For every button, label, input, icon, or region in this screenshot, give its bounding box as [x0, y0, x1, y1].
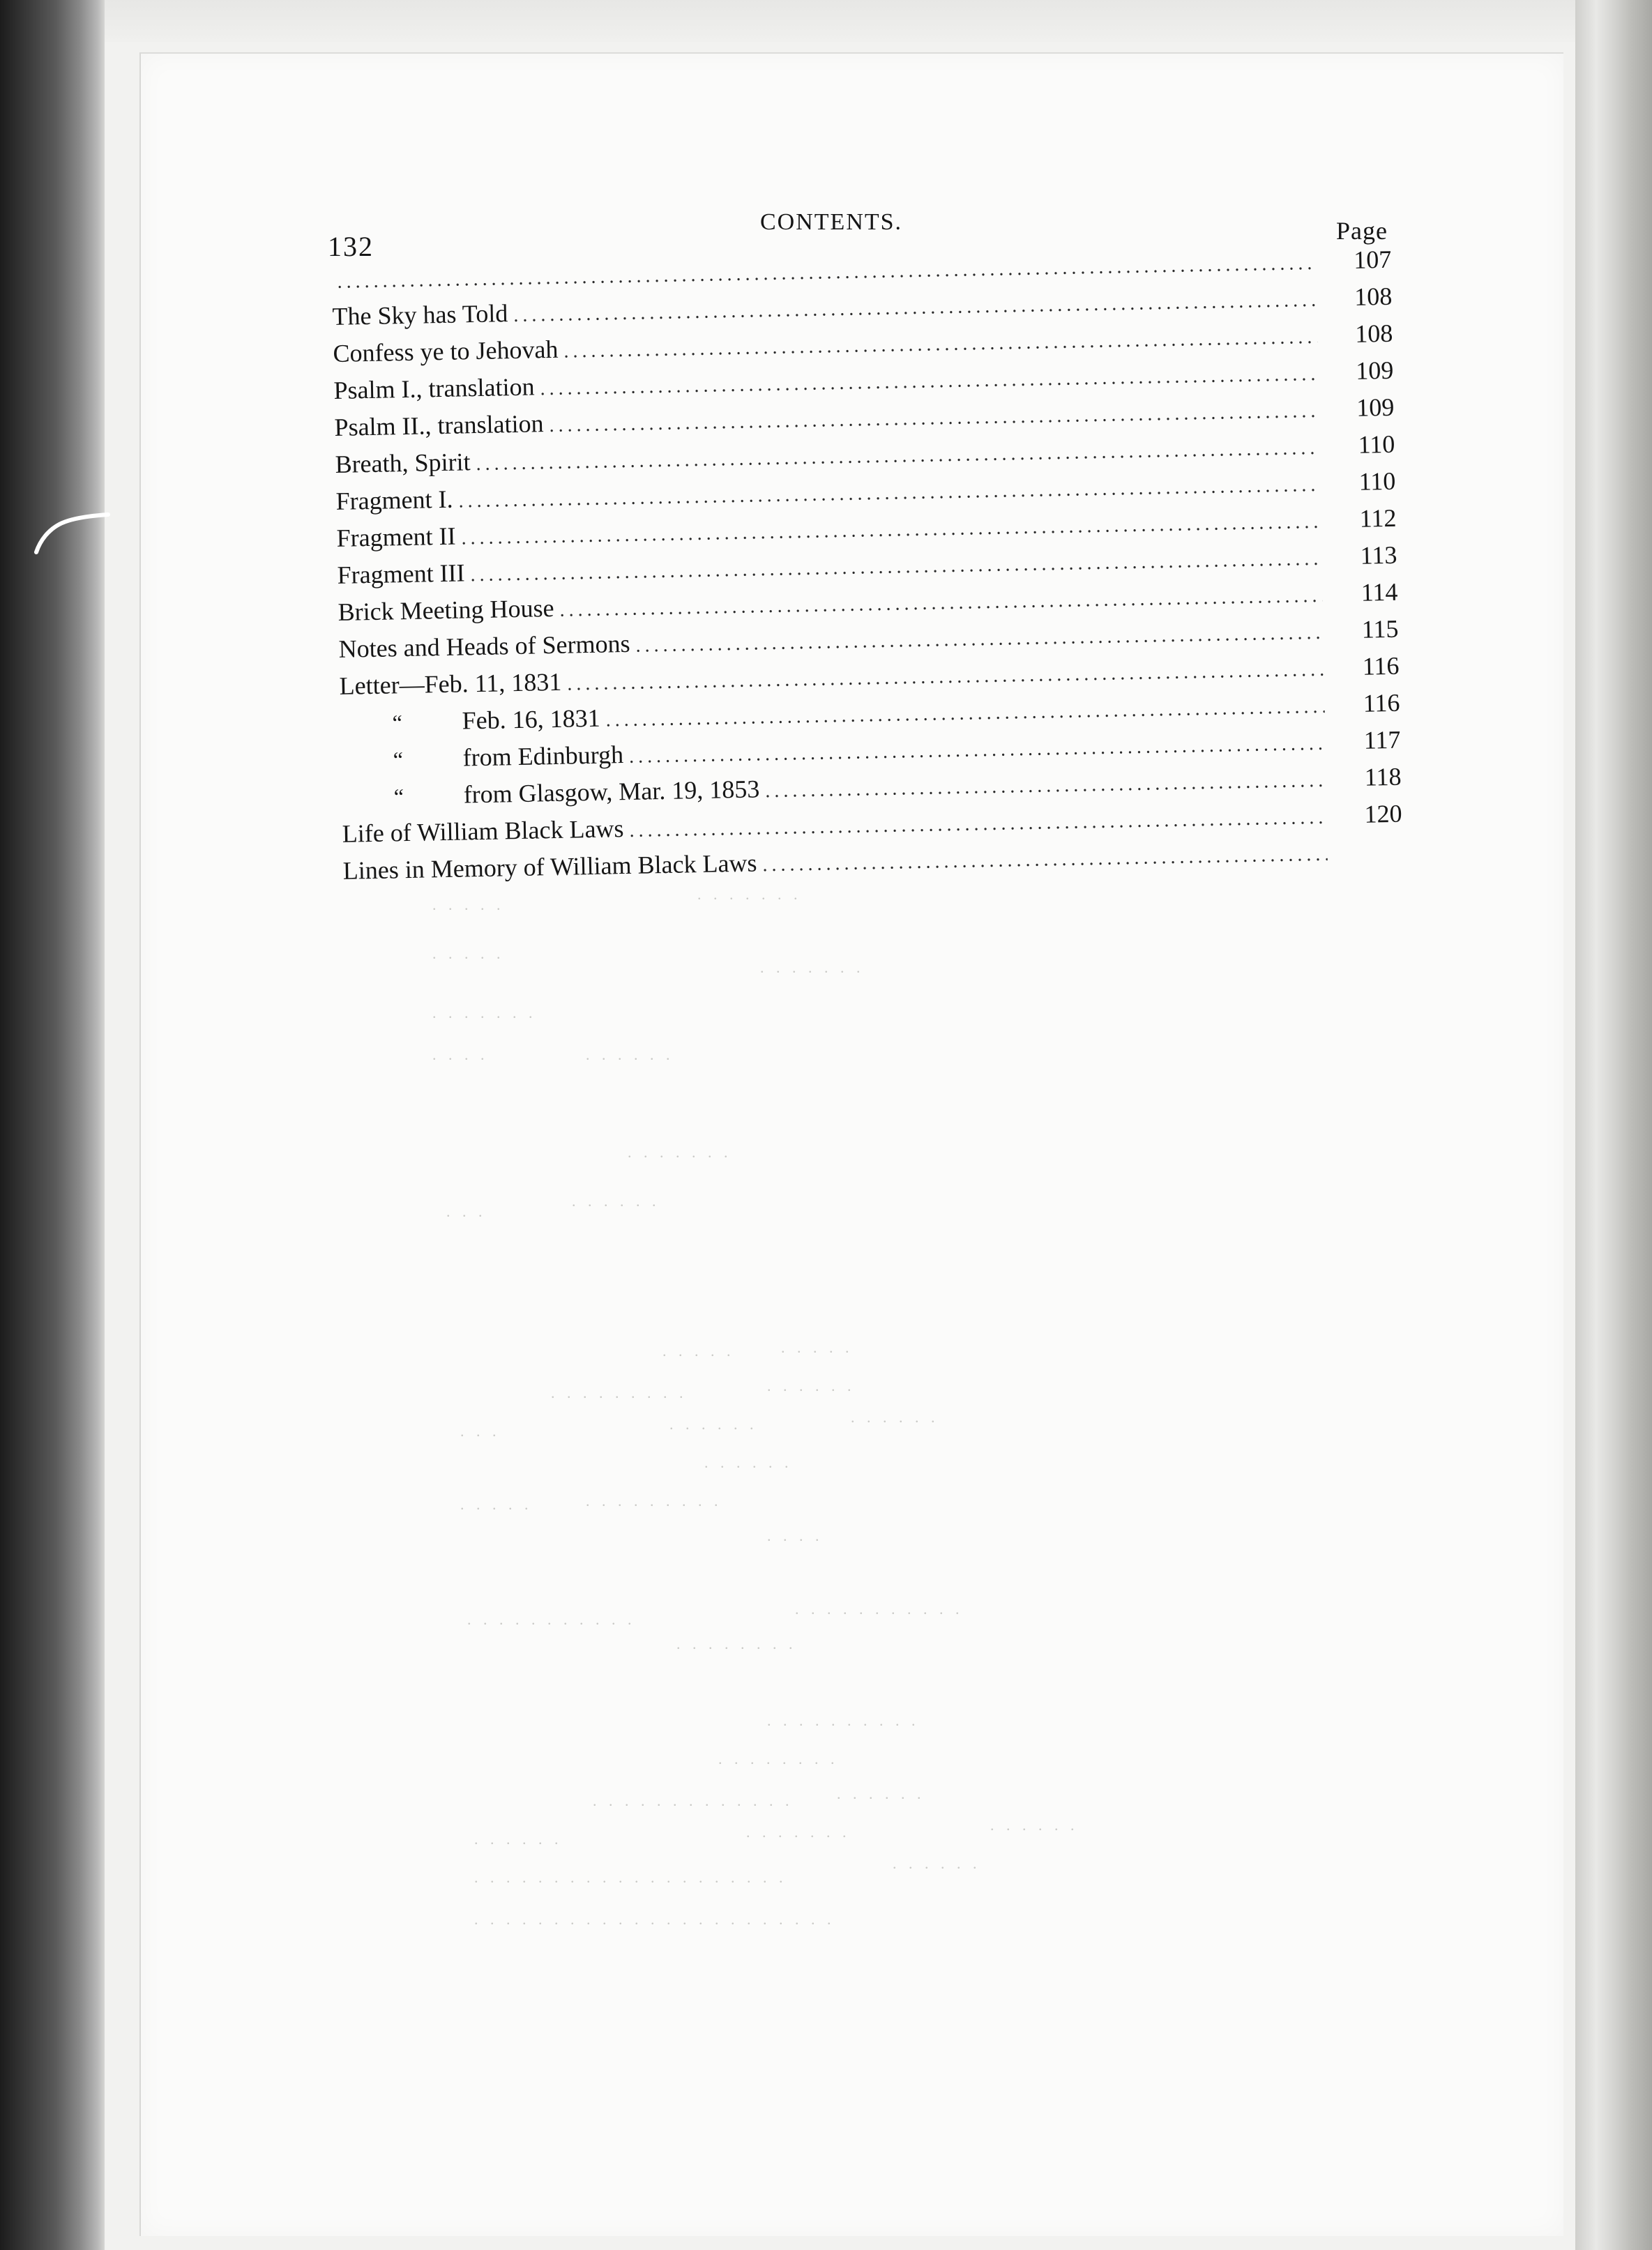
toc-entry-title	[337, 554, 465, 594]
show-through: . . . . . .	[851, 1408, 939, 1426]
toc-entry-text: from Edinburgh	[462, 740, 624, 772]
show-through: . . . . . . .	[746, 1823, 851, 1841]
toc-entry-page: 109	[1355, 356, 1394, 385]
toc-entry-text: Life of William Black Laws	[342, 814, 624, 848]
show-through: . . . . .	[781, 1339, 854, 1356]
toc-entry-page: 110	[1358, 466, 1396, 496]
toc-entry-page: 108	[1354, 319, 1393, 348]
show-through: . . . . . . . . . .	[767, 1712, 920, 1729]
toc-entry-page: 108	[1354, 282, 1393, 311]
toc-entry-text: The Sky has Told	[332, 299, 508, 330]
toc-entry-title	[340, 736, 623, 780]
toc-entry-title	[341, 770, 760, 816]
toc-entry-title	[339, 664, 562, 705]
toc-entry-text: Lines in Memory of William Black Laws	[342, 849, 757, 885]
toc-entry-page: 116	[1362, 651, 1400, 681]
show-through: . . . . . . . .	[718, 1750, 839, 1768]
toc-entry-page: 118	[1364, 762, 1402, 791]
show-through: . . . . . . . . .	[551, 1384, 688, 1401]
toc-entry-title	[338, 625, 630, 668]
show-through: . . . . . . .	[432, 1004, 537, 1021]
toc-entry-title	[334, 405, 544, 446]
toc-entry-title	[336, 518, 456, 557]
show-through: . . . . . . .	[697, 885, 802, 903]
page-column-label: Page	[1336, 217, 1388, 245]
toc-entry-page	[1333, 859, 1403, 860]
toc-entry-text: from Glasgow, Mar. 19, 1853	[463, 775, 760, 809]
toc-entry-page: 116	[1363, 688, 1400, 717]
toc-entry-page: 109	[1356, 393, 1395, 422]
show-through: . . . . . .	[893, 1855, 981, 1872]
show-through: . . . . . .	[572, 1192, 660, 1210]
pencil-mark	[21, 509, 112, 558]
show-through: . . . . . . .	[628, 1143, 732, 1161]
show-through: . . . . . .	[767, 1377, 856, 1394]
toc-entry-page: 120	[1364, 799, 1402, 828]
toc-entry-page: 117	[1363, 725, 1401, 754]
show-through: . . . . . .	[837, 1785, 925, 1802]
toc-entry-text: Brick Meeting House	[338, 593, 554, 626]
show-through: . . . . . .	[990, 1816, 1079, 1834]
ditto-mark: “	[393, 747, 404, 773]
ditto-mark: “	[393, 784, 404, 809]
right-page-edge	[1575, 0, 1652, 2250]
toc-entry-title	[333, 331, 559, 372]
toc-entry-page: 114	[1361, 577, 1398, 607]
show-through: . . .	[460, 1422, 501, 1440]
book-spine	[0, 0, 105, 2250]
toc-entry-page: 115	[1361, 614, 1399, 644]
show-through: . . . . . . . . . . . . . . . . . . . .	[474, 1869, 787, 1886]
toc-entry-page: 113	[1360, 540, 1397, 570]
show-through: . . . . . . . . . . .	[467, 1611, 636, 1628]
show-through: . . . . . .	[704, 1454, 793, 1471]
toc-entry-text: Psalm II., translation	[334, 409, 544, 441]
toc-entry-title	[338, 590, 554, 631]
show-through: . . . . . . . . . . .	[795, 1600, 964, 1618]
toc-entry-page: 107	[1353, 245, 1392, 274]
show-through: . . . . .	[662, 1342, 735, 1360]
toc-entry-text: Letter—Feb. 11, 1831	[339, 667, 562, 700]
toc-entry-text: Notes and Heads of Sermons	[338, 629, 630, 663]
top-edge	[105, 0, 1575, 42]
show-through: . . .	[446, 1203, 487, 1220]
ditto-mark: “	[392, 710, 403, 736]
toc-entry-text: Fragment I.	[335, 485, 453, 515]
toc-entry-page: 110	[1358, 430, 1395, 459]
contents-title: CONTENTS.	[760, 209, 903, 235]
show-through: . . . . .	[432, 896, 505, 913]
toc-entry-text: Confess ye to Jehovah	[333, 335, 559, 367]
show-through: . . . . . . . .	[676, 1635, 797, 1652]
toc-entry-text: Feb. 16, 1831	[462, 704, 601, 735]
show-through: . . . . .	[460, 1496, 533, 1513]
show-through: . . . . .	[432, 945, 505, 962]
show-through: . . . .	[767, 1527, 824, 1544]
toc-entry-text: Psalm I., translation	[333, 372, 535, 404]
table-of-contents	[331, 241, 1403, 890]
toc-entry-text: Breath, Spirit	[335, 448, 471, 478]
show-through: . . . . . .	[474, 1830, 563, 1848]
toc-entry-title	[335, 443, 471, 483]
toc-entry-page: 112	[1359, 503, 1397, 533]
toc-entry-title	[340, 700, 600, 743]
toc-entry-text: Fragment II	[336, 522, 456, 552]
toc-entry-title	[332, 295, 508, 335]
toc-entry-title	[335, 481, 453, 520]
show-through: . . . . . . .	[760, 959, 865, 976]
show-through: . . . . . . . . . . . . .	[593, 1792, 794, 1809]
show-through: . . . . . . . . .	[586, 1492, 722, 1510]
toc-entry-title	[342, 810, 624, 853]
page-number: 132	[328, 231, 374, 262]
toc-entry-text: Fragment III	[337, 558, 465, 589]
toc-entry-title	[333, 368, 535, 409]
show-through: . . . . . .	[586, 1046, 674, 1063]
show-through: . . . . . . . . . . . . . . . . . . . . . . .	[474, 1910, 835, 1928]
show-through: . . . . . .	[669, 1415, 758, 1433]
show-through: . . . .	[432, 1046, 489, 1063]
